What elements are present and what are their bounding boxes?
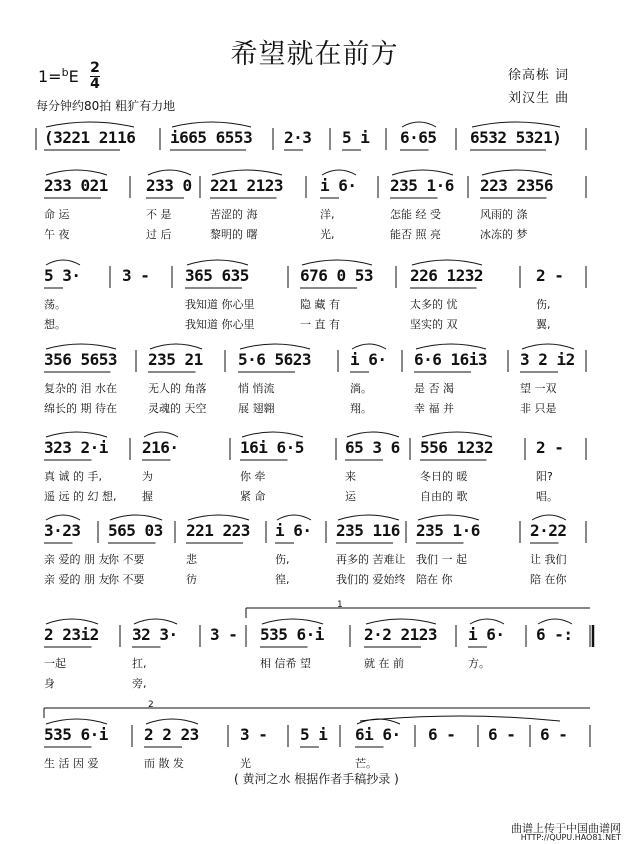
lyric: 伤,	[275, 553, 290, 566]
slur	[338, 515, 399, 520]
lyric: 翼,	[536, 318, 551, 331]
lyric: 来	[345, 470, 356, 483]
slur	[46, 432, 107, 437]
measure: 535 6·i	[44, 725, 108, 744]
lyric: 悲	[186, 553, 197, 566]
footer-caption: 曲谱上传于中国曲谱网	[511, 822, 621, 835]
slur	[212, 170, 282, 175]
lyric: 方。	[468, 657, 490, 670]
lyric: 自由的 歌	[420, 490, 468, 503]
measure: (3221 2116	[44, 128, 136, 147]
lyric: 怎能 经 受	[390, 208, 441, 221]
slur	[412, 260, 482, 265]
measure: 235 116	[336, 521, 400, 540]
slur	[110, 515, 162, 520]
lyric: 一 直 有	[300, 318, 340, 331]
lyric: 亲 爱的 朋 友	[44, 553, 110, 566]
measure: 323 2·i	[44, 438, 108, 457]
slur	[172, 122, 251, 127]
slur	[538, 619, 572, 624]
flat-sign: b	[61, 66, 69, 79]
measure: 565 03	[108, 521, 163, 540]
lyric: 遥 远 的 幻 想,	[44, 490, 117, 503]
lyric: 相 信希 望	[260, 657, 311, 670]
slur	[422, 432, 492, 437]
lyric: 握	[142, 490, 153, 503]
lyric: 淌。	[350, 382, 372, 395]
measure: 2·22	[530, 521, 567, 540]
slur	[187, 260, 248, 265]
lyric: 冬日的 暖	[420, 470, 468, 483]
lyric: 我知道 你心里	[185, 298, 255, 311]
slur	[134, 619, 177, 624]
measure: i665 6553	[170, 128, 253, 147]
volta-1-label: 1	[337, 600, 343, 610]
lyric: 想。	[44, 318, 66, 331]
lyric: 不 是	[146, 208, 172, 221]
composer-credit: 刘汉生 曲	[508, 91, 570, 106]
slur	[302, 260, 372, 265]
measure: 6i 6·	[355, 725, 401, 744]
lyric: 冰冻的 梦	[480, 228, 528, 241]
lyric: 风雨的 涤	[480, 208, 528, 221]
slur	[46, 515, 80, 520]
lyric: 就 在 前	[364, 657, 404, 670]
lyric: 午 夜	[44, 228, 70, 241]
lyric: 复杂的 泪 水在	[44, 382, 117, 395]
tempo-marking: 每分钟约80拍 粗犷有力地	[36, 99, 176, 113]
slur	[46, 619, 98, 624]
measure: 2·2 2123	[364, 625, 438, 644]
slur	[416, 344, 486, 349]
measure: i 6·	[468, 625, 505, 644]
measure: 3 -	[122, 266, 150, 285]
slur	[146, 719, 198, 724]
slur	[366, 619, 436, 624]
measure: 2·3	[284, 128, 312, 147]
slur	[352, 344, 386, 349]
measure: i 6·	[320, 176, 357, 195]
measure: 235 21	[148, 350, 203, 369]
measure: 32 3·	[132, 625, 178, 644]
lyric: 一起	[44, 657, 66, 670]
slur	[242, 432, 303, 437]
lyric: 你 不要	[108, 573, 145, 586]
volta-2-label: 2	[148, 700, 154, 710]
slur	[347, 432, 399, 437]
measure: 226 1232	[410, 266, 484, 285]
lyric: 阳?	[536, 470, 553, 483]
lyric: 黎明的 曙	[210, 228, 258, 241]
lyricist-credit: 徐高栋 词	[508, 68, 570, 83]
slur	[262, 619, 323, 624]
lyric: 而 散 发	[144, 757, 184, 770]
slur	[482, 170, 552, 175]
lyric: 真 诚 的 手,	[44, 470, 102, 483]
measure: 5 i	[342, 128, 370, 147]
slur	[144, 432, 178, 437]
lyric: 翔。	[350, 402, 372, 415]
time-bottom: 4	[90, 76, 100, 92]
measure: 676 0 53	[300, 266, 374, 285]
lyric: 展 翅翱	[238, 402, 275, 415]
lyric: 坚实的 双	[410, 318, 458, 331]
lyric: 隐 藏 有	[300, 298, 340, 311]
lyric: 荡。	[44, 298, 66, 311]
measure: 235 1·6	[416, 521, 480, 540]
slur	[418, 515, 479, 520]
measure: 2 2 23	[144, 725, 199, 744]
lyric: 是 否 渴	[414, 382, 454, 395]
measure: 221 2123	[210, 176, 284, 195]
slur	[46, 719, 107, 724]
slur	[240, 344, 310, 349]
measure: i 6·	[275, 521, 312, 540]
lyric: 苦涩的 海	[210, 208, 258, 221]
slur	[472, 122, 560, 127]
slur	[46, 122, 134, 127]
measure: 6 -	[540, 725, 568, 744]
key-letter: E	[68, 67, 79, 86]
measure: 233 021	[44, 176, 108, 195]
measure: 6 -	[428, 725, 456, 744]
measure: 3 -	[240, 725, 268, 744]
measure: 3·23	[44, 521, 81, 540]
lyric: 唱。	[536, 490, 558, 503]
lyric: 光,	[320, 228, 335, 241]
slur	[148, 170, 191, 175]
lyric: 洋,	[320, 208, 335, 221]
lyric: 彷	[186, 573, 197, 586]
measure: 6 -	[488, 725, 516, 744]
lyric: 幸 福 并	[414, 402, 454, 415]
measure: 535 6·i	[260, 625, 324, 644]
transcription-note: ( 黄河之水 根据作者手稿抄录 )	[234, 772, 399, 786]
lyric: 绵长的 期 待在	[44, 402, 117, 415]
slur	[46, 170, 107, 175]
lyric: 伤,	[536, 298, 551, 311]
measure: 6532 5321)	[470, 128, 562, 147]
lyric: 命 运	[44, 208, 70, 221]
slur	[277, 515, 311, 520]
key-prefix: 1=	[38, 67, 62, 86]
lyric: 旁,	[132, 677, 147, 690]
time-top: 2	[90, 60, 100, 76]
measure: 2 -	[536, 266, 564, 285]
lyric: 我们 一 起	[416, 553, 467, 566]
footer-url[interactable]: HTTP://QUPU.HAO81.NET	[520, 833, 621, 842]
lyric: 再多的 苦难让	[336, 553, 406, 566]
measure: 5·6 5623	[238, 350, 312, 369]
lyric: 我们的 爱始终	[336, 573, 406, 586]
measure: 3 -	[210, 625, 238, 644]
measure: 223 2356	[480, 176, 554, 195]
lyric: 让 我们	[530, 553, 567, 566]
slur	[532, 515, 566, 520]
lyric: 悄 悄流	[238, 382, 275, 395]
measure: 2 -	[536, 438, 564, 457]
slur	[46, 344, 116, 349]
lyric: 亲 爱的 朋 友	[44, 573, 110, 586]
lyric: 我知道 你心里	[185, 318, 255, 331]
lyric: 芒。	[355, 757, 377, 770]
lyric: 望 一双	[520, 382, 557, 395]
measure: 365 635	[185, 266, 249, 285]
lyric: 你 不要	[108, 553, 145, 566]
slur	[392, 170, 453, 175]
measure: 356 5653	[44, 350, 118, 369]
slur	[470, 619, 504, 624]
measure: 233 0	[146, 176, 192, 195]
measure: 16i 6·5	[240, 438, 304, 457]
measure: 6 -:	[536, 625, 573, 644]
slur	[46, 260, 80, 265]
measure: 235 1·6	[390, 176, 454, 195]
lyric: 太多的 忧	[410, 298, 458, 311]
slur	[402, 122, 436, 127]
measure: 5 i	[300, 725, 328, 744]
slur	[188, 515, 249, 520]
lyric: 能否 照 亮	[390, 228, 441, 241]
lyric: 你 牵	[240, 470, 266, 483]
measure: 6·65	[400, 128, 437, 147]
measure: 216·	[142, 438, 179, 457]
lyric: 光	[240, 757, 251, 770]
slur	[522, 344, 574, 349]
measure: 65 3 6	[345, 438, 400, 457]
lyric: 扛,	[132, 657, 147, 670]
site-footer	[0, 818, 629, 844]
measure: 6·6 16i3	[414, 350, 488, 369]
page-title: 希望就在前方	[230, 39, 399, 70]
lyric: 徨,	[275, 573, 290, 586]
measure: 3 2 i2	[520, 350, 575, 369]
lyric: 非 只是	[520, 402, 557, 415]
slur	[322, 170, 356, 175]
measure: i 6·	[350, 350, 387, 369]
measure: 5 3·	[44, 266, 81, 285]
lyric: 为	[142, 470, 153, 483]
lyric: 紧 命	[240, 490, 266, 503]
lyric: 生 活 因 爱	[44, 757, 99, 770]
lyric: 身	[44, 677, 55, 690]
slur	[150, 344, 202, 349]
lyric: 无人的 角落	[148, 382, 207, 395]
lyric: 过 后	[146, 228, 172, 241]
measure: 2 23i2	[44, 625, 99, 644]
lyric: 陪在 你	[416, 573, 453, 586]
lyric: 运	[345, 490, 356, 503]
lyric: 陪 在你	[530, 573, 567, 586]
lyric: 灵魂的 天空	[148, 402, 207, 415]
measure: 221 223	[186, 521, 250, 540]
measure: 556 1232	[420, 438, 494, 457]
